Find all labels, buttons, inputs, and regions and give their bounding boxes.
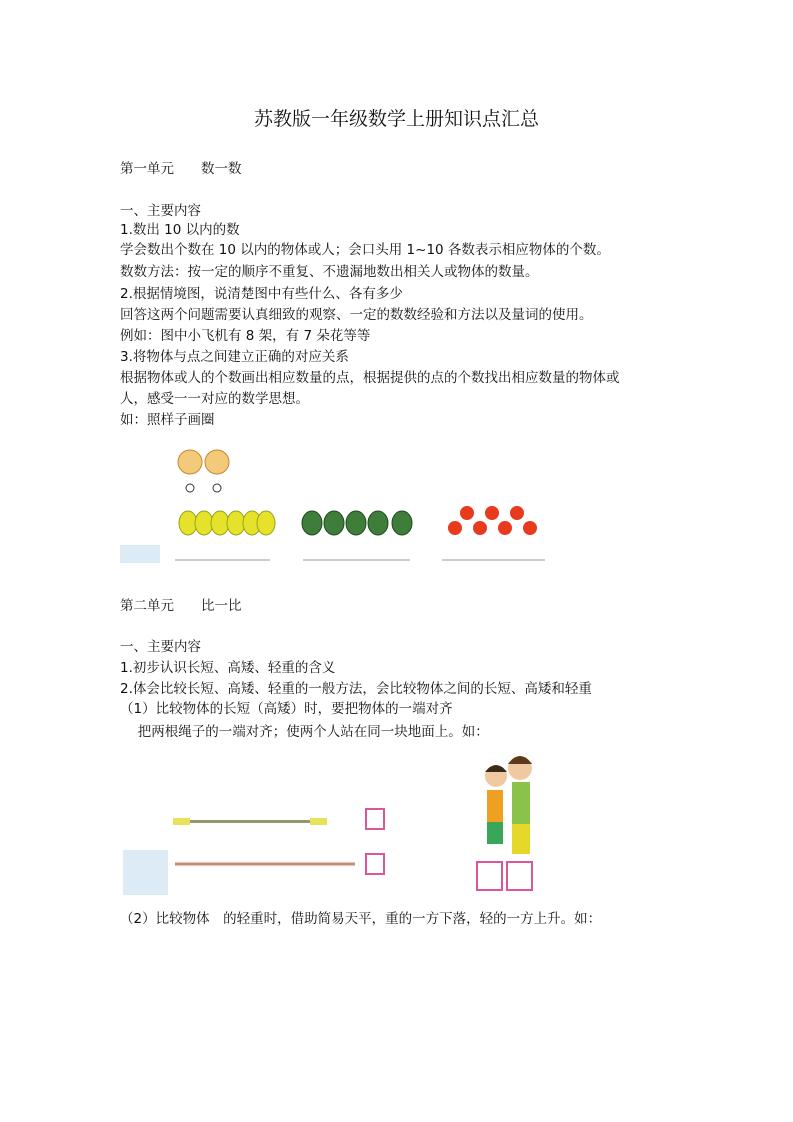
unit2-line: （2）比较物体 的轻重时，借助简易天平，重的一方下落，轻的一方上升。如： [120, 911, 602, 927]
watermelon-icons [302, 511, 412, 535]
unit1-line: 2.根据情境图，说清楚图中有些什么、各有多少 [120, 286, 403, 302]
unit1-section: 一、主要内容 [120, 203, 201, 219]
unit1-line: 根据物体或人的个数画出相应数量的点，根据提供的点的个数找出相应数量的物体或 [120, 370, 620, 386]
unit1-line: 例如：图中小飞机有 8 架，有 7 朵花等等 [120, 328, 371, 344]
comparison-illustration [120, 750, 560, 900]
unit1-heading: 第一单元 数一数 [120, 161, 242, 177]
unit2-section: 一、主要内容 [120, 639, 201, 655]
flower-icons [448, 506, 537, 535]
unit1-line: 人，感受一一对应的数学思想。 [120, 391, 309, 407]
unit1-line: 如：照样子画圈 [120, 412, 215, 428]
document-title: 苏教版一年级数学上册知识点汇总 [253, 108, 539, 130]
unit2-line: 2.体会比较长短、高矮、轻重的一般方法，会比较物体之间的长短、高矮和轻重 [120, 681, 592, 697]
unit2-line: 把两根绳子的一端对齐；使两个人站在同一块地面上。如： [120, 724, 489, 740]
unit2-heading: 第二单元 比一比 [120, 598, 242, 614]
counting-illustration [120, 435, 550, 565]
unit1-line: 学会数出个数在 10 以内的物体或人；会口头用 1~10 各数表示相应物体的个数。 [120, 242, 610, 258]
children-figure [485, 756, 532, 854]
unit1-line: 1.数出 10 以内的数 [120, 222, 240, 238]
peach-icons [178, 450, 229, 474]
unit2-line: （1）比较物体的长短（高矮）时，要把物体的一端对齐 [120, 701, 453, 717]
unit1-line: 数数方法：按一定的顺序不重复、不遗漏地数出相关人或物体的数量。 [120, 264, 539, 280]
unit2-line: 1.初步认识长短、高矮、轻重的含义 [120, 660, 336, 676]
unit1-line: 3.将物体与点之间建立正确的对应关系 [120, 349, 349, 365]
unit1-line: 回答这两个问题需要认真细致的观察、一定的数数经验和方法以及量词的使用。 [120, 307, 593, 323]
pear-icons [179, 511, 275, 535]
